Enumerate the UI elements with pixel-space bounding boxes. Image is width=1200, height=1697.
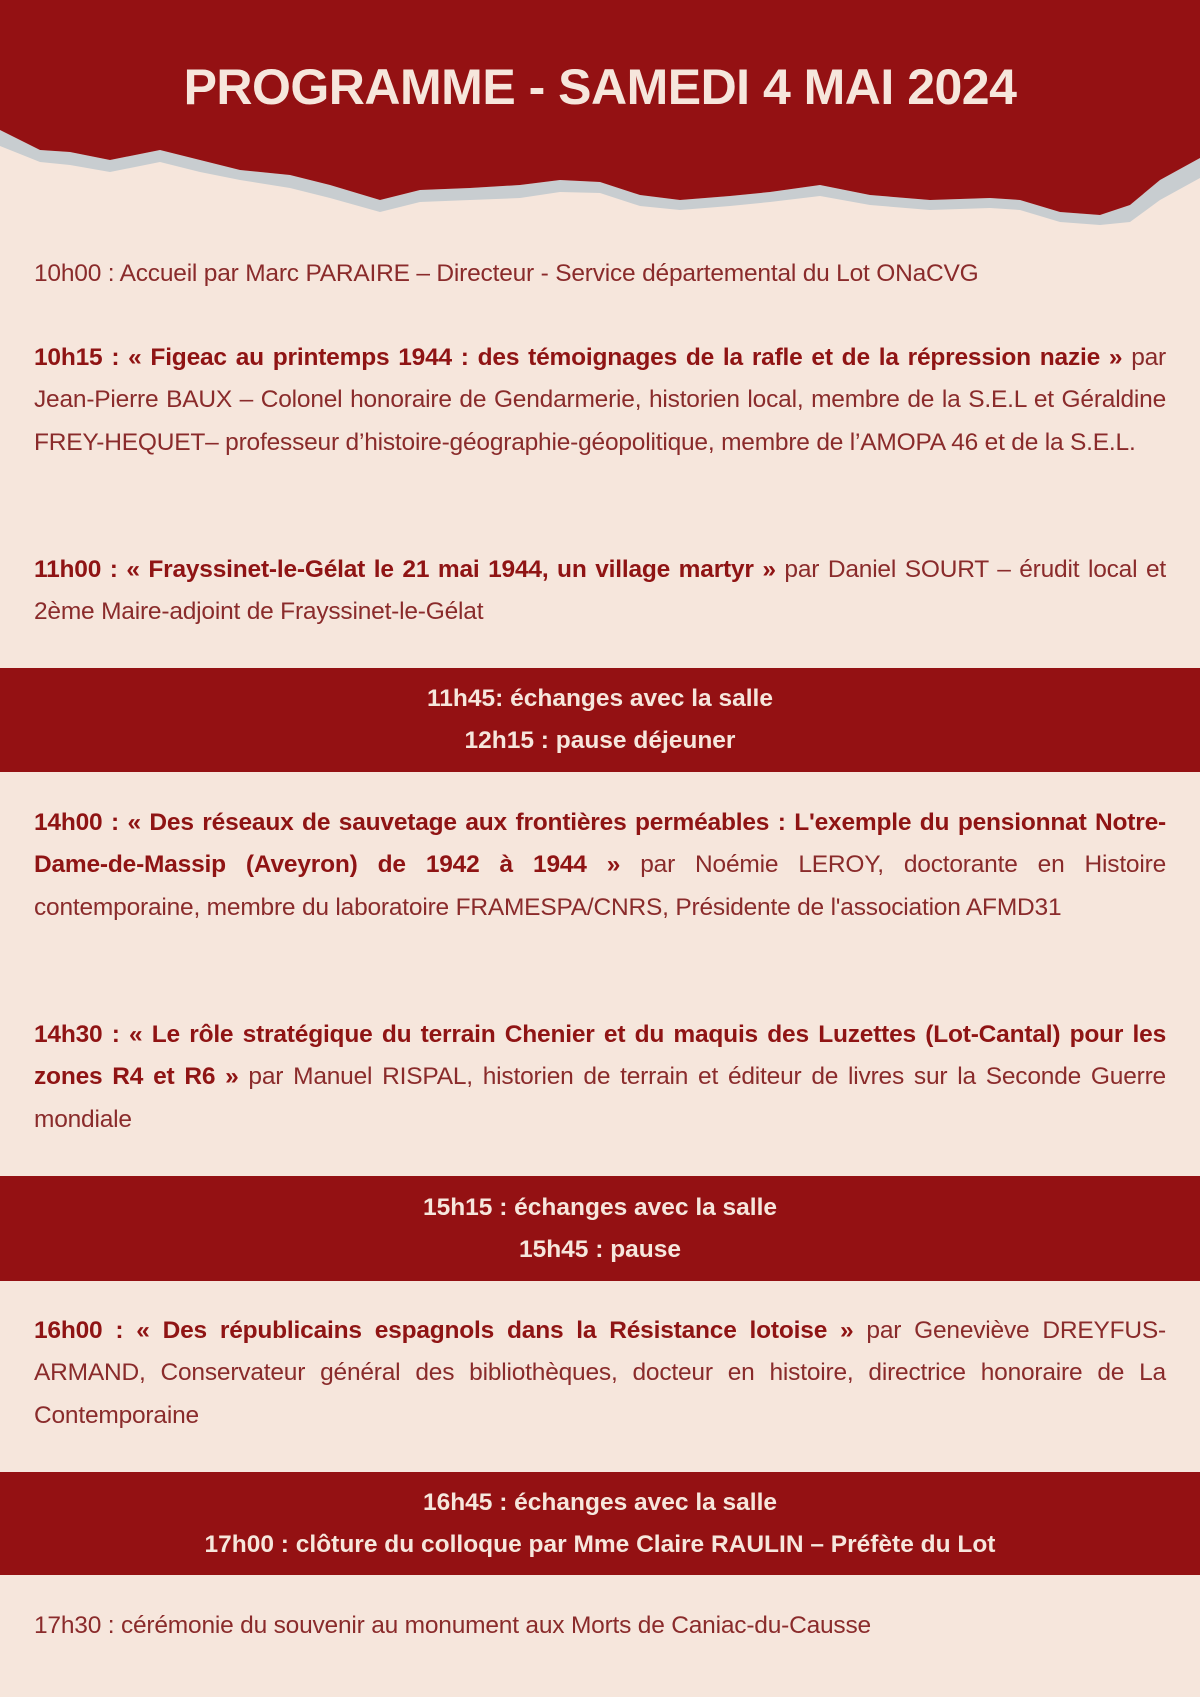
- schedule-item-1400: [34, 802, 1166, 929]
- talk-title: 14h00 : « Des réseaux de sauvetage aux frontières perméables : L'exemple du pensionnat Notre-Dame-de-Massip (Aveyron) de 1942 à 1944 »: [34, 809, 1166, 879]
- header-banner: [0, 0, 1200, 230]
- item-text: 10h00 : Accueil par Marc PARAIRE – Directeur - Service départemental du Lot ONaCVG: [34, 260, 979, 287]
- schedule-item-1000: [34, 253, 1166, 295]
- item-text: 17h30 : cérémonie du souvenir au monument aux Morts de Caniac-du-Causse: [34, 1612, 871, 1639]
- talk-speakers: par Manuel RISPAL, historien de terrain et éditeur de livres sur la Seconde Guerre mondiale: [34, 1063, 1166, 1133]
- talk-title: 11h00 : « Frayssinet-le-Gélat le 21 mai 1944, un village martyr »: [34, 556, 776, 583]
- schedule-item-1600: [34, 1310, 1166, 1437]
- page-title: PROGRAMME - SAMEDI 4 MAI 2024: [183, 59, 1017, 115]
- talk-title: 10h15 : « Figeac au printemps 1944 : des témoignages de la rafle et de la répression nazie »: [34, 344, 1123, 371]
- break-line: 12h15 : pause déjeuner: [464, 727, 736, 754]
- schedule-item-1100: [34, 549, 1166, 634]
- talk-speakers: par Jean-Pierre BAUX – Colonel honoraire de Gendarmerie, historien local, membre de la S.E.L et Géraldine FREY-HEQUET– professeur d’histoire-géographie-géopolitique, membre de l’AMOPA 46 et de la S.E.L.: [34, 344, 1166, 456]
- break-line: 11h45: échanges avec la salle: [427, 685, 773, 712]
- talk-title: 14h30 : « Le rôle stratégique du terrain Chenier et du maquis des Luzettes (Lot-Cantal) pour les zones R4 et R6 »: [34, 1021, 1166, 1091]
- schedule-item-1430: [34, 1014, 1166, 1141]
- break-line: 17h00 : clôture du colloque par Mme Claire RAULIN – Préfète du Lot: [204, 1530, 996, 1558]
- talk-title: 16h00 : « Des républicains espagnols dans la Résistance lotoise »: [34, 1317, 854, 1344]
- talk-speakers: par Daniel SOURT – érudit local et 2ème Maire-adjoint de Frayssinet-le-Gélat: [34, 556, 1166, 626]
- break-line: 15h45 : pause: [518, 1235, 682, 1263]
- break-line: 16h45 : échanges avec la salle: [422, 1488, 778, 1516]
- break-line: 15h15 : échanges avec la salle: [422, 1193, 778, 1221]
- break-band-3: [0, 1472, 1200, 1575]
- talk-speakers: par Geneviève DREYFUS-ARMAND, Conservateur général des bibliothèques, docteur en histoire, directrice honoraire de La Contemporaine: [34, 1317, 1166, 1429]
- schedule-item-1730: [34, 1605, 1166, 1647]
- talk-speakers: par Noémie LEROY, doctorante en Histoire contemporaine, membre du laboratoire FRAMESPA/CNRS, Présidente de l'association AFMD31: [34, 851, 1166, 921]
- break-band-1: [0, 668, 1200, 772]
- break-band-2: [0, 1176, 1200, 1281]
- schedule-item-1015: [34, 337, 1166, 464]
